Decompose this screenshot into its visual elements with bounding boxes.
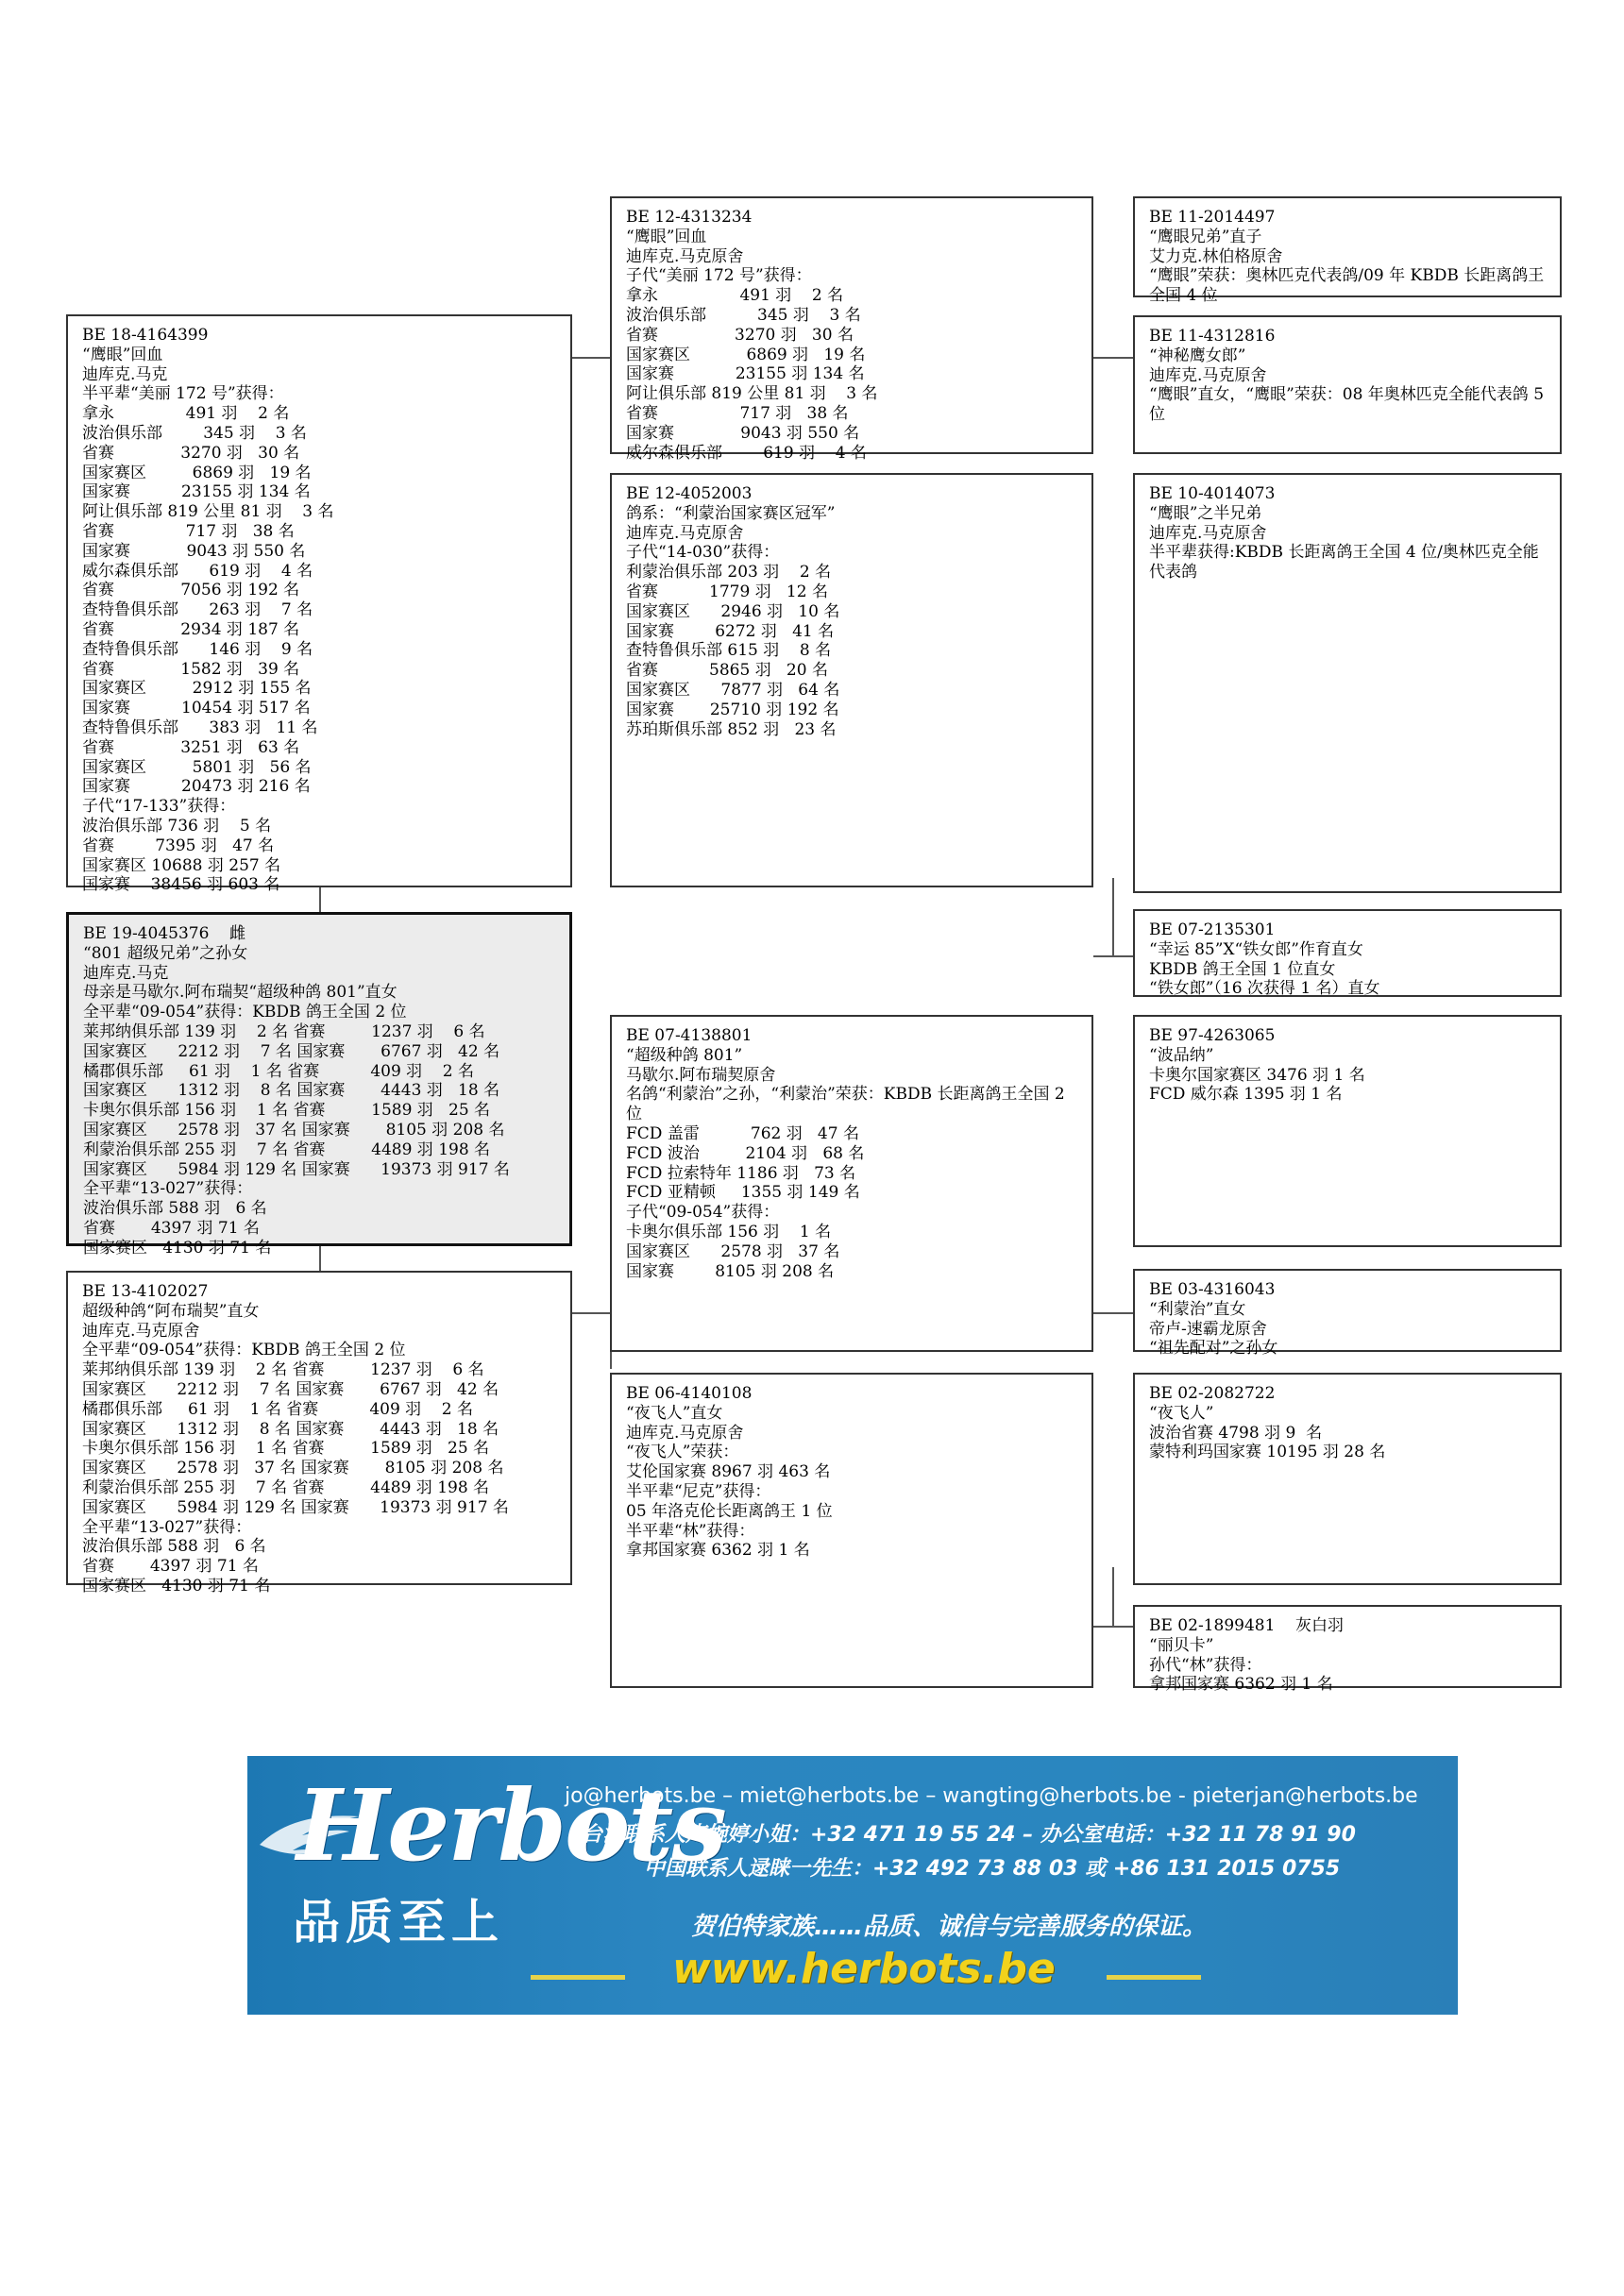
card-line: “神秘鹰女郎” [1149, 346, 1246, 365]
sire-card [66, 314, 572, 895]
card-line: 利蒙治俱乐部 203 羽 2 名 [626, 563, 832, 582]
dss-card [1133, 1015, 1562, 1247]
card-line: 全平辈“13-027”获得： [82, 1517, 252, 1537]
ring-number: BE 97-4263065 [1149, 1026, 1276, 1045]
ring-number: BE 11-2014497 [1149, 208, 1276, 227]
ring-number: BE 13-4102027 [82, 1282, 209, 1301]
ring-number: BE 03-4316043 [1149, 1280, 1276, 1299]
card-line: FCD 威尔森 1395 羽 1 名 [1149, 1085, 1343, 1105]
china-contact: 中国联系人逯睐一先生：+32 492 73 88 03 或 +86 131 2015 0755 [644, 1857, 1341, 1881]
card-line: 国家赛区 2578 羽 37 名 国家赛 8105 羽 208 名 [83, 1120, 505, 1140]
card-line: 国家赛区 2578 羽 37 名 国家赛 8105 羽 208 名 [82, 1459, 504, 1478]
sdd-card [1133, 909, 1562, 997]
card-line: 国家赛区 5984 羽 129 名 国家赛 19373 羽 917 名 [83, 1159, 510, 1179]
card-line: 拿邦国家赛 6362 羽 1 名 [626, 1541, 810, 1561]
connector [1093, 955, 1133, 957]
card-line: 省赛 7056 羽 192 名 [82, 581, 300, 600]
card-line: 国家赛区 4130 羽 71 名 [83, 1238, 272, 1258]
card-line: “鹰眼”荣获：奥林匹克代表鸽/09 年 KBDB 长距离鸽王全国 4 位 [1149, 266, 1545, 306]
sds-card [1133, 473, 1562, 893]
card-line: 半平辈“林”获得： [626, 1521, 755, 1541]
ring-number: BE 06-4140108 [626, 1384, 753, 1403]
card-line: 省赛 717 羽 38 名 [82, 521, 295, 541]
card-line: 迪库克.马克原舍 [626, 523, 744, 543]
card-line: 国家赛区 5984 羽 129 名 国家赛 19373 羽 917 名 [82, 1497, 509, 1517]
card-line: KBDB 鸽王全国 1 位直女 [1149, 959, 1336, 979]
card-line: 拿永 491 羽 2 名 [626, 286, 844, 306]
card-line: FCD 亚精顿 1355 羽 149 名 [626, 1183, 860, 1203]
card-line: 国家赛区 4130 羽 71 名 [82, 1576, 271, 1595]
card-line: 国家赛区 2578 羽 37 名 [626, 1241, 840, 1261]
subject-card [66, 912, 572, 1258]
card-line: 超级种鸽“阿布瑞契”直女 [82, 1301, 260, 1321]
card-line: 国家赛 23155 羽 134 名 [82, 482, 311, 502]
connector [1093, 357, 1133, 359]
card-line: 国家赛区 7877 羽 64 名 [626, 680, 840, 700]
card-line: “铁女郎”（16 次获得 1 名）直女 [1149, 979, 1380, 999]
card-line: “鹰眼”之半兄弟 [1149, 503, 1262, 523]
card-line: 子代“17-133”获得： [82, 797, 236, 817]
card-line: 卡奥尔俱乐部 156 羽 1 名 省赛 1589 羽 25 名 [82, 1439, 490, 1459]
card-line: 省赛 3251 羽 63 名 [82, 737, 300, 757]
card-line: 省赛 7395 羽 47 名 [82, 836, 275, 855]
connector [1093, 1312, 1133, 1314]
card-line: 迪库克.马克原舍 [82, 1321, 200, 1341]
card-line: 省赛 3270 羽 30 名 [82, 443, 300, 463]
card-line: 国家赛 6272 羽 41 名 [626, 621, 835, 641]
card-line: “鹰眼”回血 [82, 345, 163, 364]
card-line: 迪库克.马克原舍 [626, 246, 744, 266]
card-line: 苏珀斯俱乐部 852 羽 23 名 [626, 719, 837, 739]
card-line: 阿让俱乐部 819 公里 81 羽 3 名 [626, 384, 878, 404]
card-line: 国家赛区 2912 羽 155 名 [82, 679, 312, 699]
card-line: 半平辈“美丽 172 号”获得： [82, 384, 284, 404]
ddd-card [1133, 1605, 1562, 1695]
dam-card [66, 1271, 572, 1595]
card-line: 子代“14-030”获得： [626, 543, 780, 563]
card-line: 国家赛区 6869 羽 19 名 [82, 463, 312, 482]
card-line: 查特鲁俱乐部 383 羽 11 名 [82, 718, 318, 737]
card-line: 半平辈获得:KBDB 长距离鸽王全国 4 位/奥林匹克全能代表鸽 [1149, 543, 1539, 582]
card-line: “801 超级兄弟”之孙女 [83, 943, 248, 963]
ring-number: BE 18-4164399 [82, 326, 209, 345]
card-line: 国家赛区 2212 羽 7 名 国家赛 6767 羽 42 名 [83, 1041, 500, 1061]
ring-number: BE 11-4312816 [1149, 327, 1276, 346]
connector [1112, 1567, 1114, 1626]
card-line: 国家赛区 2946 羽 10 名 [626, 601, 840, 621]
card-line: 迪库克.马克 [83, 963, 169, 983]
taiwan-contact: 台湾联系人卢婉婷小姐：+32 471 19 55 24 – 办公室电话：+32 11 78 91 90 [582, 1823, 1356, 1847]
decor-bar-right [1107, 1975, 1201, 1980]
card-line: 国家赛区 5801 羽 56 名 [82, 757, 312, 777]
card-line: 省赛 5865 羽 20 名 [626, 661, 828, 681]
card-line: FCD 波治 2104 羽 68 名 [626, 1143, 865, 1163]
card-line: “波品纳” [1149, 1045, 1214, 1065]
card-line: 波治省赛 4798 羽 9 名 [1149, 1423, 1323, 1443]
decor-bar-left [531, 1975, 625, 1980]
card-line: “夜飞人”直女 [626, 1403, 723, 1423]
card-line: 国家赛区 2212 羽 7 名 国家赛 6767 羽 42 名 [82, 1379, 499, 1399]
card-line: “幸运 85”X“铁女郎”作育直女 [1149, 939, 1363, 959]
card-line: 省赛 3270 羽 30 名 [626, 325, 854, 345]
tagline: 贺伯特家族……品质、诚信与完善服务的保证。 [691, 1913, 1208, 1941]
card-line: 查特鲁俱乐部 146 羽 9 名 [82, 639, 313, 659]
connector [1112, 878, 1114, 955]
card-line: 母亲是马歇尔.阿布瑞契“超级种鸽 801”直女 [83, 983, 398, 1003]
card-line: 威尔森俱乐部 619 羽 4 名 [626, 443, 867, 463]
card-line: 迪库克.马克原舍 [626, 1423, 744, 1443]
card-line: “鹰眼”回血 [626, 227, 707, 246]
card-line: “超级种鸽 801” [626, 1045, 743, 1065]
card-line: 波治俱乐部 345 羽 3 名 [626, 305, 861, 325]
card-line: 国家赛 10454 羽 517 名 [82, 699, 311, 718]
card-line: 波治俱乐部 345 羽 3 名 [82, 423, 307, 443]
card-line: 国家赛 20473 羽 216 名 [82, 777, 311, 797]
ring-number: BE 07-4138801 [626, 1026, 753, 1045]
card-line: 阿让俱乐部 819 公里 81 羽 3 名 [82, 502, 334, 522]
connector [1093, 1626, 1133, 1628]
card-line: 子代“美丽 172 号”获得： [626, 266, 812, 286]
card-line: 蒙特利玛国家赛 10195 羽 28 名 [1149, 1443, 1386, 1462]
card-line: 名鸽“利蒙治”之孙，“利蒙治”荣获：KBDB 长距离鸽王全国 2 位 [626, 1085, 1065, 1124]
card-line: 迪库克.马克 [82, 364, 168, 384]
connector [572, 1312, 610, 1314]
card-line: 波治俱乐部 588 羽 6 名 [83, 1199, 267, 1219]
card-line: 迪库克.马克原舍 [1149, 365, 1267, 385]
card-line: “祖先配对”之孙女 [1149, 1339, 1278, 1359]
card-line: 卡奥尔俱乐部 156 羽 1 名 省赛 1589 羽 25 名 [83, 1101, 491, 1121]
ring-number: BE 10-4014073 [1149, 484, 1276, 503]
card-line: 帝卢-速霸龙原舍 [1149, 1319, 1267, 1339]
card-line: 全平辈“09-054”获得：KBDB 鸽王全国 2 位 [83, 1003, 407, 1022]
card-line: “鹰眼”直女，“鹰眼”荣获：08 年奥林匹克全能代表鸽 5 位 [1149, 385, 1545, 425]
card-line: “鹰眼兄弟”直子 [1149, 227, 1262, 246]
card-line: “夜飞人”荣获： [626, 1443, 739, 1462]
herbots-banner [247, 1756, 1458, 2015]
card-line: 子代“09-054”获得： [626, 1203, 780, 1223]
card-line: “利蒙治”直女 [1149, 1299, 1246, 1319]
card-line: 国家赛区 1312 羽 8 名 国家赛 4443 羽 18 名 [82, 1419, 499, 1439]
sss-card [1133, 196, 1562, 306]
card-line: 国家赛 25710 羽 192 名 [626, 700, 839, 719]
card-line: 卡奥尔俱乐部 156 羽 1 名 [626, 1222, 832, 1241]
ssd-card [1133, 315, 1562, 454]
dam-sire-card [610, 1015, 1093, 1352]
card-line: 国家赛 23155 羽 134 名 [626, 364, 865, 384]
card-line: 拿邦国家赛 6362 羽 1 名 [1149, 1675, 1333, 1695]
card-line: 国家赛 9043 羽 550 名 [82, 541, 306, 561]
card-line: 迪库克.马克原舍 [1149, 523, 1267, 543]
card-line: 省赛 4397 羽 71 名 [83, 1218, 260, 1238]
card-line: 国家赛区 6869 羽 19 名 [626, 345, 866, 364]
card-line: “丽贝卡” [1149, 1635, 1214, 1655]
card-line: 省赛 717 羽 38 名 [626, 403, 849, 423]
card-line: 马歇尔.阿布瑞契原舍 [626, 1065, 776, 1085]
ring-number: BE 02-1899481 灰白羽 [1149, 1616, 1345, 1635]
ring-number: BE 19-4045376 雌 [83, 924, 246, 943]
sire-sire-card [610, 196, 1093, 463]
card-line: 莱邦纳俱乐部 139 羽 2 名 省赛 1237 羽 6 名 [83, 1021, 485, 1041]
card-line: 莱邦纳俱乐部 139 羽 2 名 省赛 1237 羽 6 名 [82, 1360, 484, 1380]
dam-dam-card [610, 1373, 1093, 1688]
dds-card [1133, 1373, 1562, 1585]
card-line: 05 年洛克伦长距离鸽王 1 位 [626, 1501, 833, 1521]
card-line: 省赛 1779 羽 12 名 [626, 582, 828, 601]
card-line: 查特鲁俱乐部 615 羽 8 名 [626, 641, 832, 661]
herbots-logo: Herbots [296, 1767, 725, 1883]
card-line: 艾力克.林伯格原舍 [1149, 246, 1283, 266]
card-line: 孙代“林”获得： [1149, 1655, 1262, 1675]
slogan: 品质至上 [293, 1895, 504, 1950]
ring-number: BE 07-2135301 [1149, 920, 1276, 939]
card-line: 国家赛区 1312 羽 8 名 国家赛 4443 羽 18 名 [83, 1081, 500, 1101]
card-line: 全平辈“13-027”获得： [83, 1179, 253, 1199]
card-line: 国家赛区 10688 羽 257 名 [82, 855, 281, 875]
card-line: 橘郡俱乐部 61 羽 1 名 省赛 409 羽 2 名 [83, 1061, 475, 1081]
card-line: 省赛 1582 羽 39 名 [82, 659, 300, 679]
card-line: 省赛 4397 羽 71 名 [82, 1557, 259, 1577]
contact-emails: jo@herbots.be – miet@herbots.be – wangting@herbots.be - pieterjan@herbots.be [565, 1784, 1418, 1808]
card-line: “夜飞人” [1149, 1403, 1214, 1423]
card-line: 艾伦国家赛 8967 羽 463 名 [626, 1462, 831, 1482]
ring-number: BE 12-4313234 [626, 208, 753, 227]
card-line: FCD 盖雷 762 羽 47 名 [626, 1123, 859, 1143]
card-line: 拿永 491 羽 2 名 [82, 404, 290, 424]
ring-number: BE 02-2082722 [1149, 1384, 1276, 1403]
card-line: 鸽系：“利蒙治国家赛区冠军” [626, 503, 836, 523]
card-line: 查特鲁俱乐部 263 羽 7 名 [82, 600, 313, 620]
card-line: 省赛 2934 羽 187 名 [82, 619, 300, 639]
card-line: 威尔森俱乐部 619 羽 4 名 [82, 561, 313, 581]
card-line: FCD 拉索特年 1186 羽 73 名 [626, 1163, 856, 1183]
card-line: 橘郡俱乐部 61 羽 1 名 省赛 409 羽 2 名 [82, 1399, 474, 1419]
card-line: 国家赛 38456 羽 603 名 [82, 875, 280, 895]
website-link[interactable]: www.herbots.be [672, 1945, 1056, 1993]
card-line: 卡奥尔国家赛区 3476 羽 1 名 [1149, 1065, 1365, 1085]
card-line: 利蒙治俱乐部 255 羽 7 名 省赛 4489 羽 198 名 [82, 1477, 490, 1497]
card-line: 半平辈“尼克”获得： [626, 1481, 771, 1501]
connector [572, 357, 610, 359]
card-line: 波治俱乐部 588 羽 6 名 [82, 1537, 266, 1557]
card-line: 利蒙治俱乐部 255 羽 7 名 省赛 4489 羽 198 名 [83, 1140, 491, 1159]
card-line: 国家赛 9043 羽 550 名 [626, 423, 860, 443]
card-line: 波治俱乐部 736 羽 5 名 [82, 816, 272, 836]
dsd-card [1133, 1269, 1562, 1359]
ring-number: BE 12-4052003 [626, 484, 753, 503]
card-line: 国家赛 8105 羽 208 名 [626, 1261, 835, 1281]
sire-dam-card [610, 473, 1093, 887]
card-line: 全平辈“09-054”获得：KBDB 鸽王全国 2 位 [82, 1341, 406, 1360]
